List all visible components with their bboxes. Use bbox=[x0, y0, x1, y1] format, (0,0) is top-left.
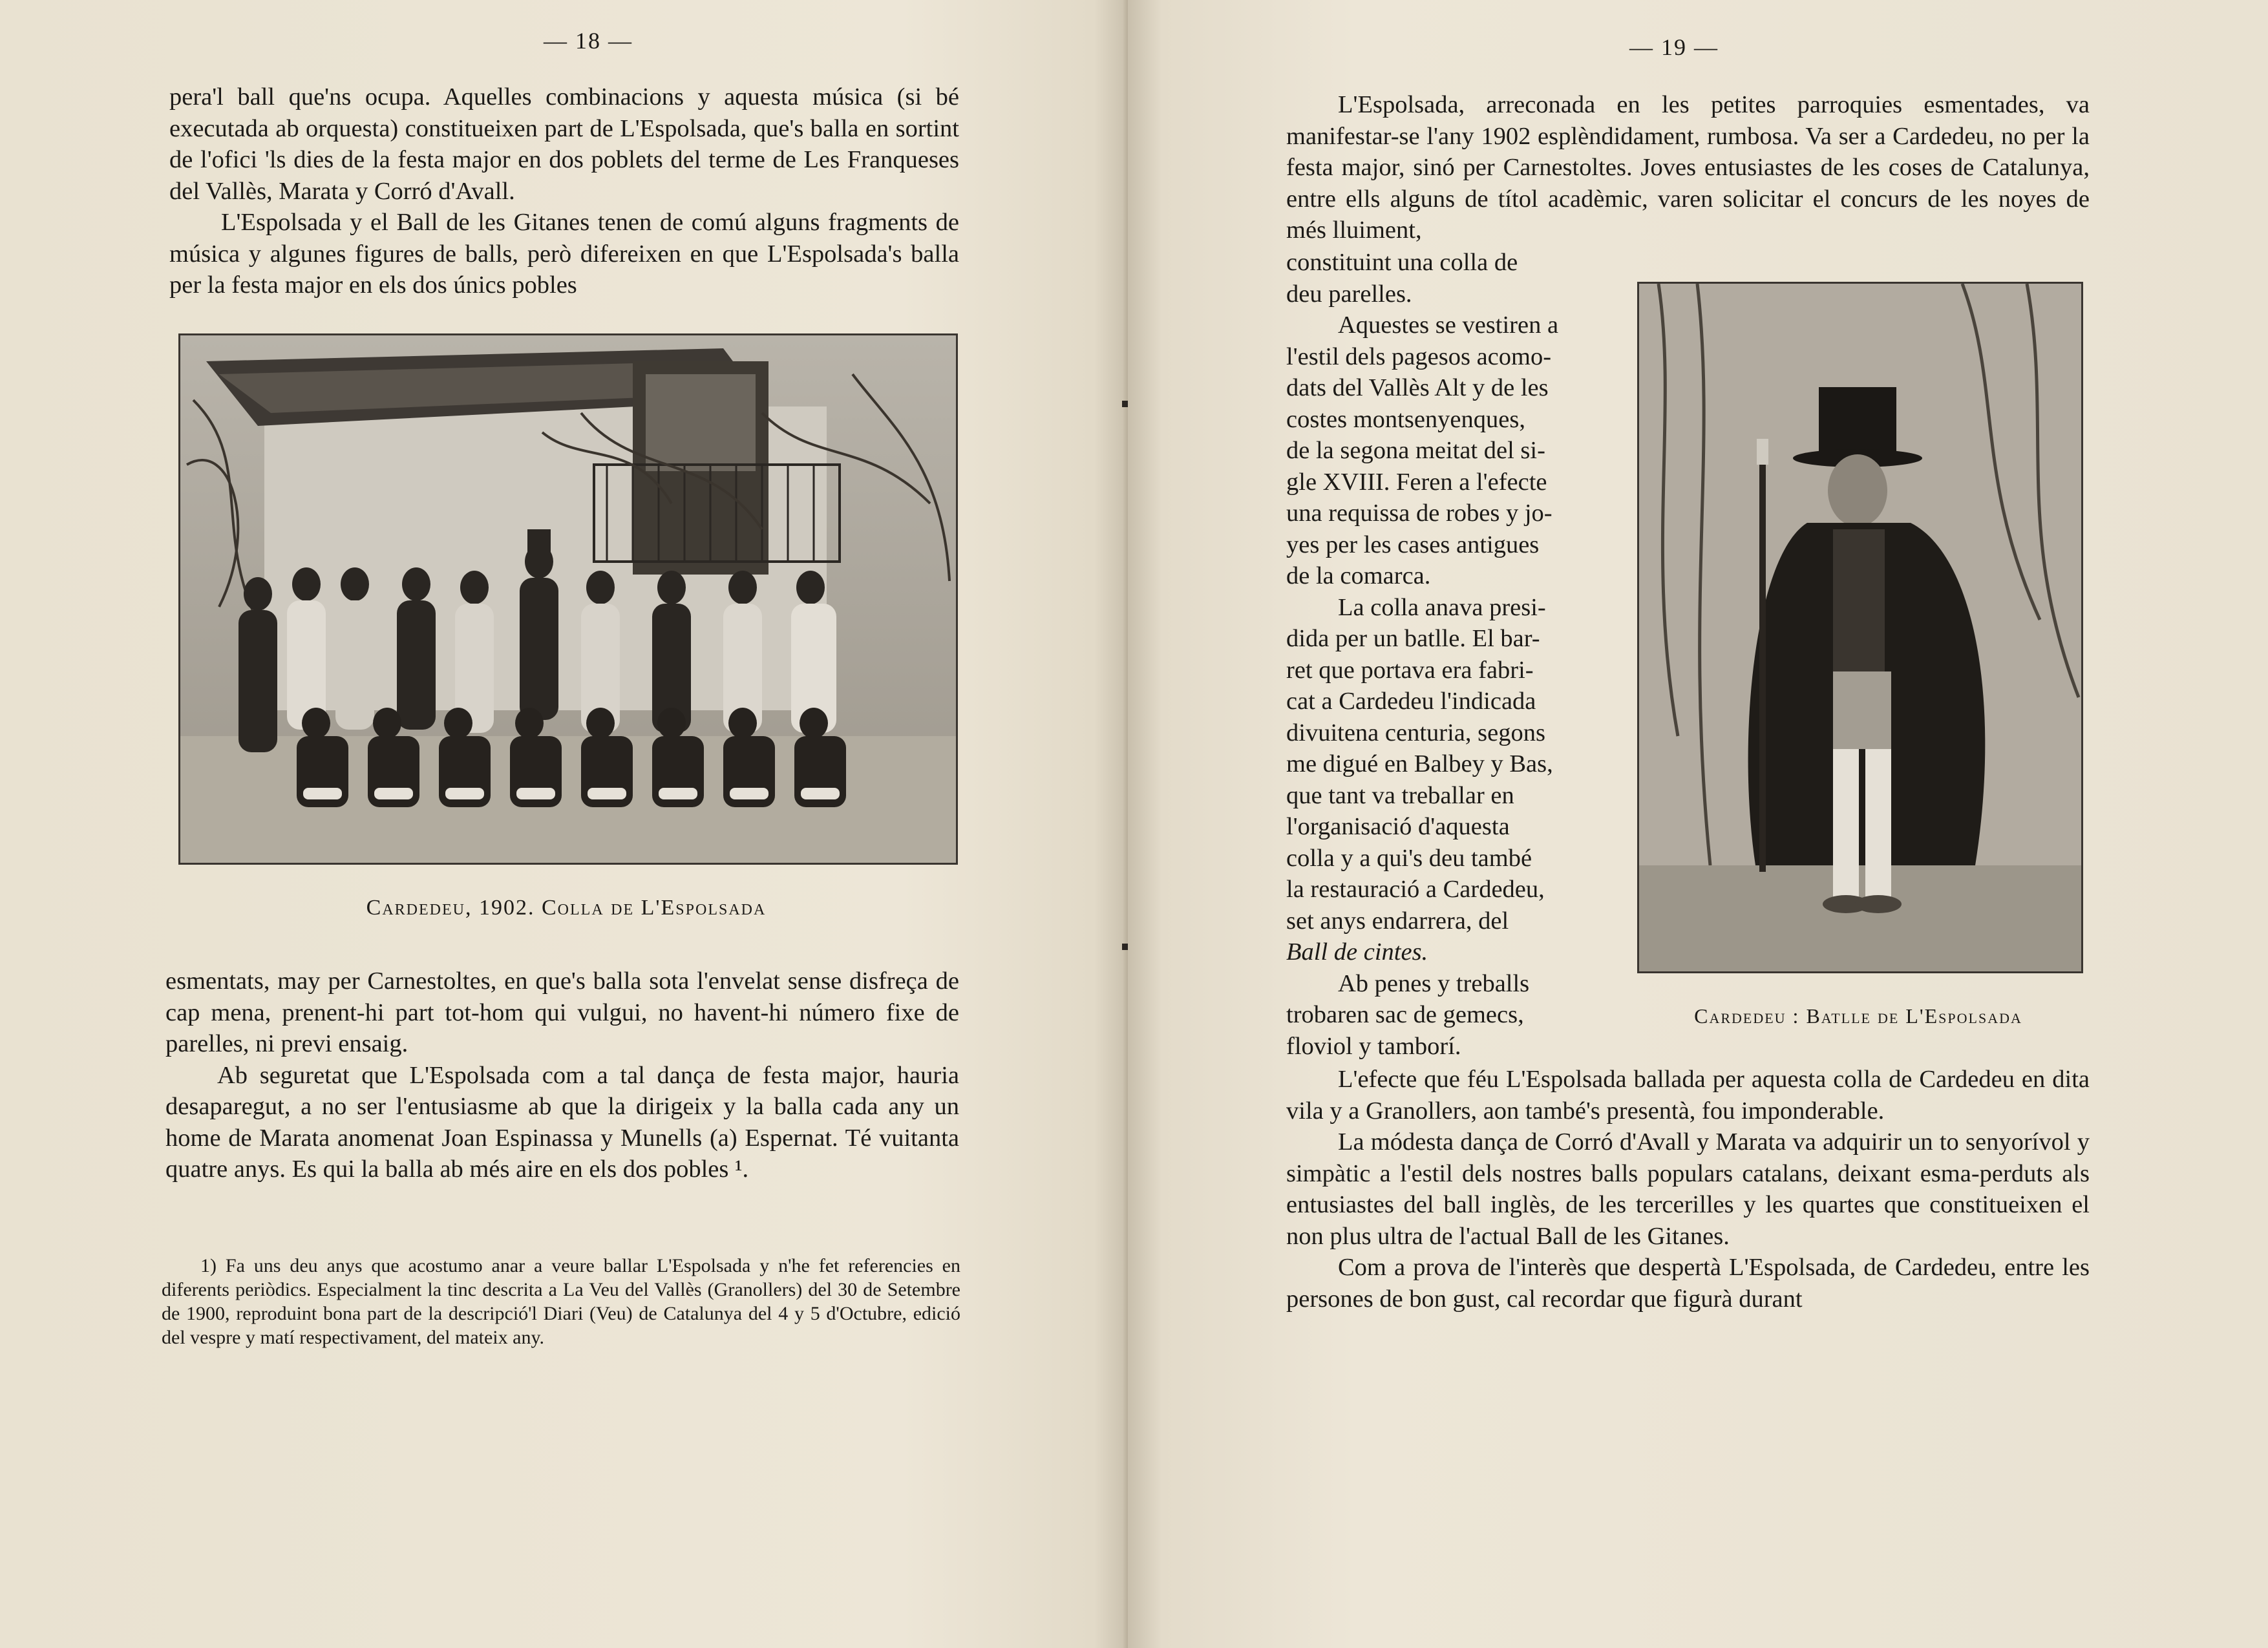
right-page bbox=[1128, 0, 2268, 1648]
paragraph: La módesta dança de Corró d'Avall y Marata va adquirir un to senyorívol y simpàtic a l'estil dels nostres balls populars catalans, deixant esma-perduts als entusiastes del ball inglès, de les tercerilles y les quartes que constitueixen el non plus ultra de l'actual Ball de les Gitanes. bbox=[1286, 1128, 2090, 1250]
text-line: divuitena centuria, segons bbox=[1286, 719, 1545, 746]
text-line: gle XVIII. Feren a l'efecte bbox=[1286, 468, 1547, 496]
body-text-bottom bbox=[165, 966, 959, 1185]
text-line: l'estil dels pagesos acomo- bbox=[1286, 343, 1552, 370]
paragraph: Ab seguretat que L'Espolsada com a tal dança de festa major, hauria desaparegut, a no ser l'entusiasme ab que la dirigeix y la balla cada any un home de Marata anomenat Joan Espinassa y Munells (a) Espernat. Té vuitanta quatre anys. Es qui la balla ab més aire en els dos pobles ¹. bbox=[165, 1061, 959, 1183]
group-photo-image bbox=[180, 335, 956, 863]
photo-caption: Cardedeu, 1902. Colla de L'Espolsada bbox=[366, 896, 767, 920]
text-line: costes montsenyenques, bbox=[1286, 405, 1525, 433]
paragraph: Com a prova de l'interès que despertà L'Espolsada, de Cardedeu, entre les persones de bon gust, cal recordar que figurà durant bbox=[1286, 1254, 2090, 1313]
text-line: yes per les cases antigues bbox=[1286, 531, 1540, 558]
narrow-column bbox=[1286, 247, 1603, 1062]
footnote bbox=[162, 1254, 960, 1349]
paragraph: esmentats, may per Carnestoltes, en que's balla sota l'envelat sense disfreça de cap mena, prenent-hi part tot-hom qui vulgui, no havent-hi número fixe de parelles, ni previ ensaig. bbox=[165, 967, 959, 1057]
text-line: la restauració a Cardedeu, bbox=[1286, 876, 1545, 903]
photo-caption: Cardedeu : Batlle de L'Espolsada bbox=[1694, 1004, 2022, 1028]
text-line: que tant va treballar en bbox=[1286, 781, 1514, 809]
text-line: ret que portava era fabri- bbox=[1286, 656, 1534, 684]
text-line: de la comarca. bbox=[1286, 562, 1431, 589]
paragraph: L'Espolsada, arreconada en les petites parroquies esmentades, va manifestar-se l'any 1902 esplèndidament, rumbosa. Va ser a Cardedeu, no per la festa major, sinó per Carnestoltes. Joves entusiastes de les coses de Catalunya, entre ells alguns de títol acadèmic, varen solicitar el concurs de les noyes de més lluiment, bbox=[1286, 91, 2090, 244]
text-line: set anys endarrera, del bbox=[1286, 907, 1509, 935]
text-line: l'organisació d'aquesta bbox=[1286, 813, 1510, 840]
text-line: de la segona meitat del si- bbox=[1286, 437, 1545, 464]
group-photo bbox=[178, 333, 958, 865]
paragraph: L'Espolsada y el Ball de les Gitanes tenen de comú alguns fragments de música y algunes figures de balls, però difereixen en que L'Espolsada's balla per la festa major en els dos únics pobles bbox=[169, 209, 959, 299]
text-line: deu parelles. bbox=[1286, 280, 1412, 308]
text-line: constituint una colla de bbox=[1286, 249, 1518, 276]
batlle-photo bbox=[1637, 282, 2083, 973]
text-line: Ball de cintes. bbox=[1286, 938, 1428, 966]
text-line: floviol y tamborí. bbox=[1286, 1032, 1461, 1060]
text-line: cat a Cardedeu l'indicada bbox=[1286, 688, 1536, 715]
text-line: trobaren sac de gemecs, bbox=[1286, 1001, 1524, 1028]
paragraph: pera'l ball que'ns ocupa. Aquelles combinacions y aquesta música (si bé executada ab orquesta) constitueixen part de L'Espolsada, que's balla en sortint de l'ofici 'ls dies de la festa major en dos poblets del terme de Les Franqueses del Vallès, Marata y Corró d'Avall. bbox=[169, 83, 959, 205]
page-number: — 19 — bbox=[1629, 34, 1719, 60]
body-text-top bbox=[169, 81, 959, 301]
page-number: — 18 — bbox=[544, 28, 633, 54]
text-line: colla y a qui's deu també bbox=[1286, 844, 1532, 872]
body-text-top bbox=[1286, 89, 2090, 246]
text-line: dats del Vallès Alt y de les bbox=[1286, 374, 1549, 401]
footnote-text: 1) Fa uns deu anys que acostumo anar a veure ballar L'Espolsada y n'he fet referencies en diferents periòdics. Especialment la tinc descrita a La Veu del Vallès (Granollers) del 30 de Setembre de 1900, reproduint bona part de la descripció'l Diari (Veu) de Catalunya del 4 y 5 d'Octubre, edició del vespre y matí respectivament, del mateix any. bbox=[162, 1255, 960, 1348]
text-line: me digué en Balbey y Bas, bbox=[1286, 750, 1553, 777]
text-line: una requissa de robes y jo- bbox=[1286, 500, 1553, 527]
text-line: dida per un batlle. El bar- bbox=[1286, 625, 1540, 652]
text-line: Ab penes y treballs bbox=[1338, 969, 1530, 997]
left-page bbox=[0, 0, 1128, 1648]
batlle-photo-image bbox=[1639, 284, 2081, 971]
body-text-bottom bbox=[1286, 1064, 2090, 1315]
text-line: Aquestes se vestiren a bbox=[1338, 312, 1559, 339]
paragraph: L'efecte que féu L'Espolsada ballada per aquesta colla de Cardedeu en dita vila y a Granollers, aon també's presentà, fou imponderable. bbox=[1286, 1066, 2090, 1125]
text-line: La colla anava presi- bbox=[1338, 593, 1546, 621]
